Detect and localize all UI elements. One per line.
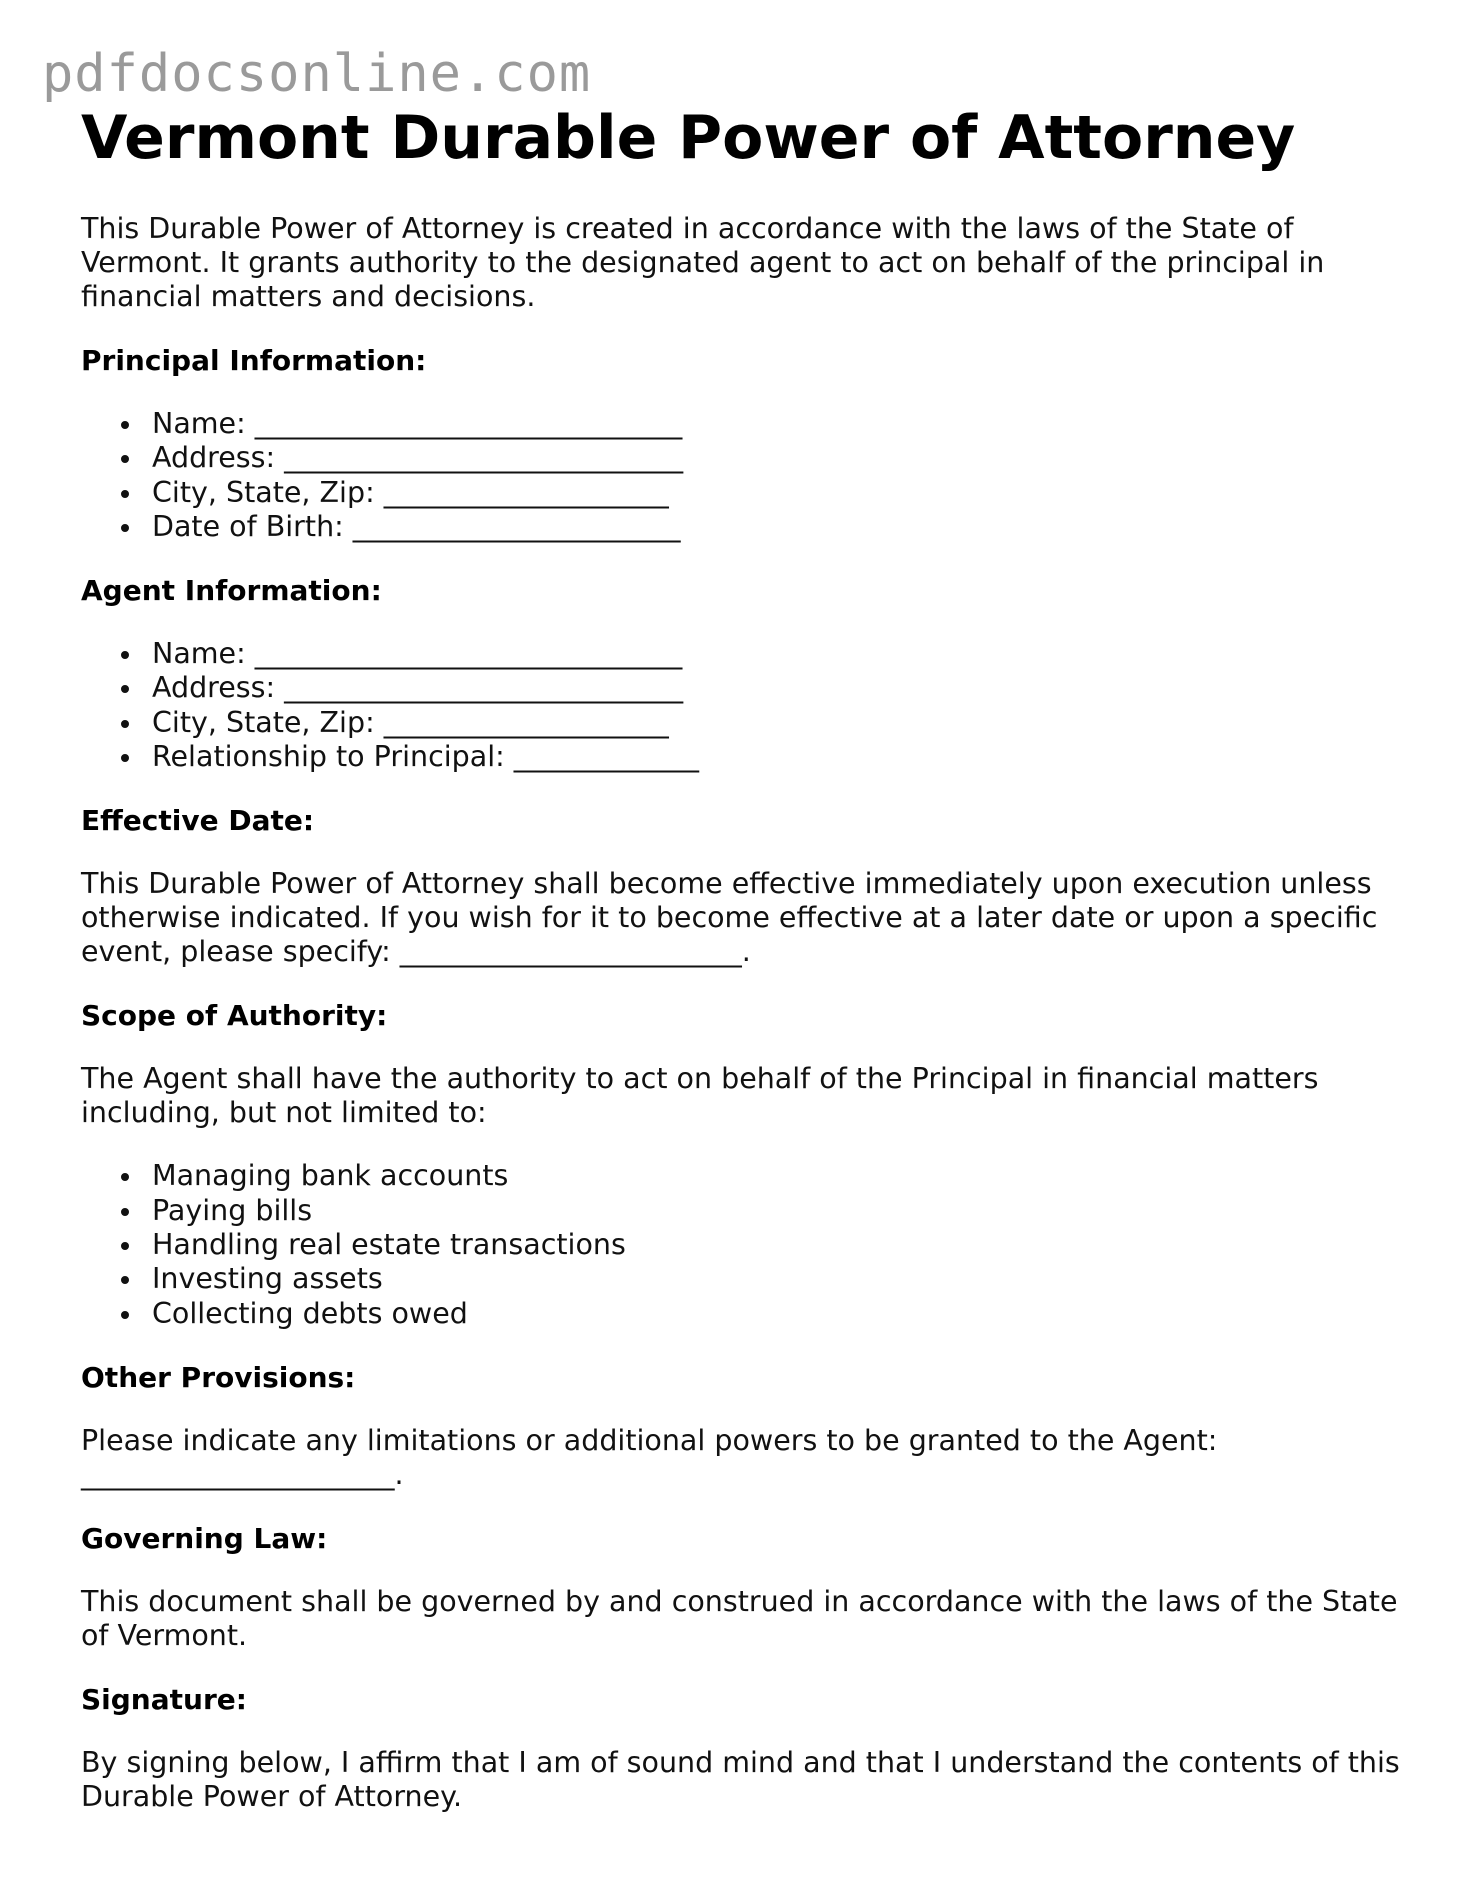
agent-fields [81, 637, 1411, 774]
intro-paragraph: This Durable Power of Attorney is created in accordance with the laws of the State of Vermont. It grants authority to the designated agent to act on behalf of the principal in financial matters and decisions. [81, 212, 1325, 313]
principal-city-field: City, State, Zip: ____________________ [81, 476, 1411, 510]
effective-date-paragraph: This Durable Power of Attorney shall become effective immediately upon execution unless otherwise indicated. If you wish for it to become effective at a later date or upon a specific event, please specify: ________________________. [81, 867, 1378, 969]
list-item: Paying bills [81, 1194, 1411, 1228]
principal-dob-field: Date of Birth: _______________________ [81, 510, 1411, 544]
agent-address-field: Address: ____________________________ [81, 671, 1411, 705]
list-item: Managing bank accounts [81, 1159, 1411, 1193]
governing-law-heading: Governing Law: [81, 1521, 328, 1555]
scope-list [81, 1159, 1411, 1330]
scope-paragraph: The Agent shall have the authority to act on behalf of the Principal in financial matters including, but not limited to: [81, 1062, 1319, 1130]
list-item: Handling real estate transactions [81, 1228, 1411, 1262]
agent-heading: Agent Information: [81, 574, 382, 608]
principal-fields [81, 407, 1411, 544]
principal-heading: Principal Information: [81, 344, 427, 377]
effective-date-heading: Effective Date: [81, 804, 315, 838]
governing-law-paragraph: This document shall be governed by and construed in accordance with the laws of the State of Vermont. [81, 1584, 1398, 1652]
other-provisions-line: Please indicate any limitations or additional powers to be granted to the Agent: [81, 1423, 1218, 1457]
scope-heading: Scope of Authority: [81, 999, 388, 1033]
agent-relationship-field: Relationship to Principal: _____________ [81, 740, 1411, 774]
list-item: Investing assets [81, 1262, 1411, 1296]
principal-name-field: Name: ______________________________ [81, 407, 1411, 441]
other-provisions-heading: Other Provisions: [81, 1360, 356, 1394]
other-provisions-blank: ______________________. [81, 1457, 404, 1491]
document-title: Vermont Durable Power of Attorney [81, 103, 1296, 173]
document-page [81, 98, 1411, 1814]
agent-name-field: Name: ______________________________ [81, 637, 1411, 671]
signature-heading: Signature: [81, 1682, 247, 1716]
list-item: Collecting debts owed [81, 1297, 1411, 1331]
agent-city-field: City, State, Zip: ____________________ [81, 706, 1411, 740]
signature-paragraph: By signing below, I affirm that I am of sound mind and that I understand the contents of this Durable Power of Attorney. [81, 1745, 1400, 1813]
principal-address-field: Address: ____________________________ [81, 441, 1411, 475]
watermark: pdfdocsonline.com [42, 44, 592, 104]
